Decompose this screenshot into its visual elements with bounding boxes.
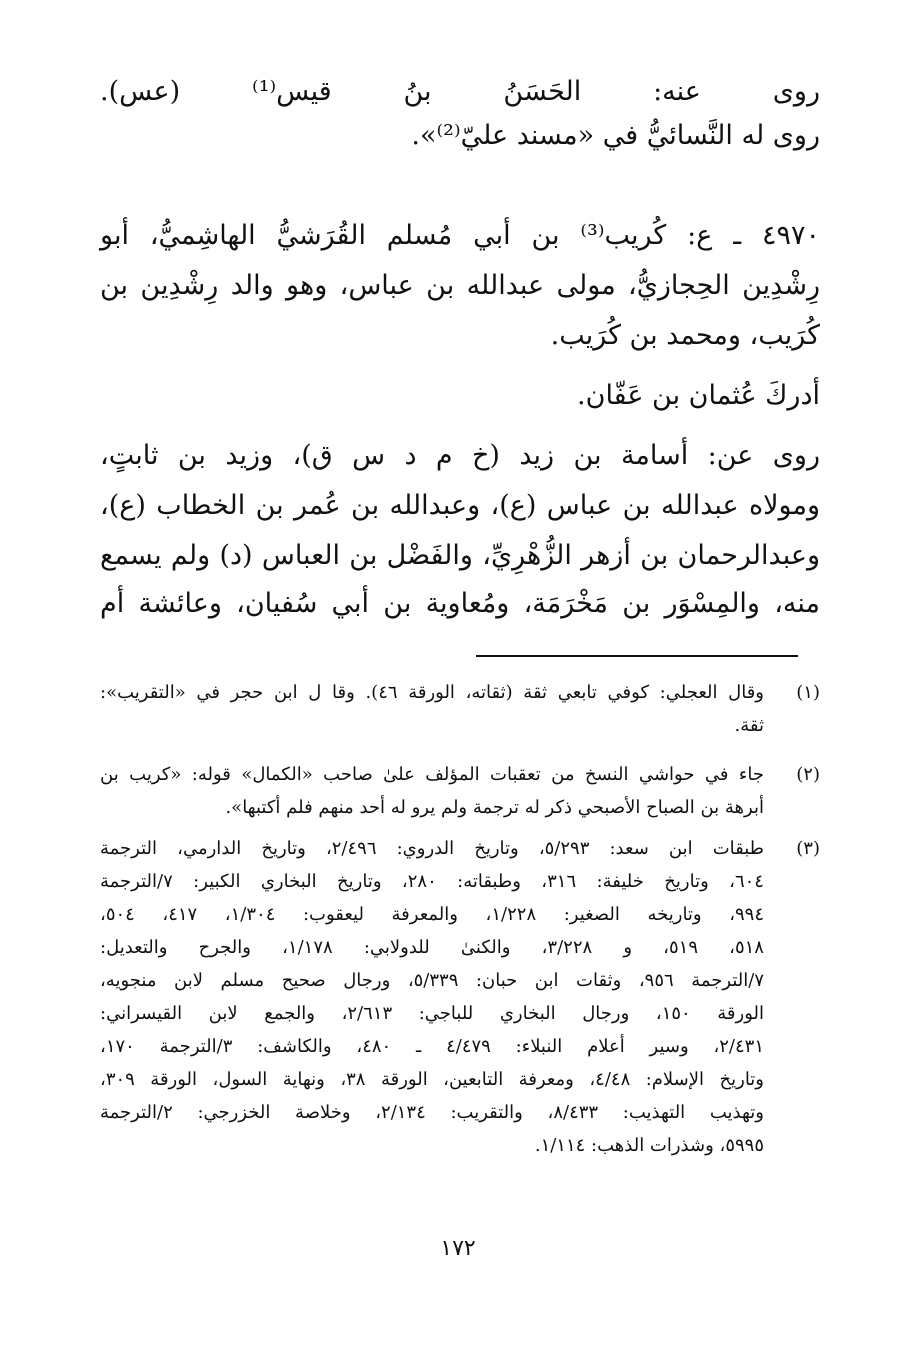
footnote-2	[100, 758, 820, 824]
footnote-line: ٩٩٤، وتاريخه الصغير: ١/٢٢٨، والمعرفة ليعقوب: ١/٣٠٤، ٤١٧، ٥٠٤،	[100, 904, 765, 925]
text-line-riwaya-lahu: روى له النَّسائيُّ في «مسند عليّ⁽²⁾».	[411, 120, 820, 151]
text-line: رِشْدِين الحِجازيُّ، مولى عبدالله بن عباس، وهو والد رِشْدِين بن	[100, 270, 820, 301]
footnote-3	[100, 832, 820, 1162]
footnote-number: (١)	[796, 682, 820, 703]
text-line: ومولاه عبدالله بن عباس (ع)، وعبدالله بن عُمر بن الخطاب (ع)،	[100, 490, 820, 521]
footnote-line: وقال العجلي: كوفي تابعي ثقة (ثقاته، الورقة ٤٦). وقا ل ابن حجر في «التقريب»:	[100, 682, 764, 703]
footnote-separator	[476, 655, 798, 657]
entry-heading-kurayb: ٤٩٧٠ ـ ع: كُريب⁽³⁾ بن أبي مُسلم القُرَشيُّ الهاشِميُّ، أبو	[100, 220, 820, 251]
text-line-adraka: أدركَ عُثمان بن عَفّان.	[577, 380, 820, 411]
footnote-line: وتهذيب التهذيب: ٨/٤٣٣، والتقريب: ٢/١٣٤، وخلاصة الخزرجي: ٢/الترجمة	[100, 1102, 764, 1123]
footnote-line: طبقات ابن سعد: ٥/٢٩٣، وتاريخ الدروي: ٢/٤٩٦، وتاريخ الدارمي، الترجمة	[100, 838, 764, 859]
footnote-line: ٥١٨، ٥١٩، و ٣/٢٢٨، والكنىٰ للدولابي: ١/١٧٨، والجرح والتعديل:	[100, 937, 764, 958]
footnote-number: (٢)	[796, 764, 820, 785]
text-line: كُرَيب، ومحمد بن كُرَيب.	[550, 320, 820, 351]
text-line-riwaya-anhu: روى عنه: الحَسَنُ بنُ قيس⁽¹⁾ (عس).	[100, 76, 820, 107]
footnote-line: ٦٠٤، وتاريخ خليفة: ٣١٦، وطبقاته: ٢٨٠، وتاريخ البخاري الكبير: ٧/الترجمة	[100, 871, 764, 892]
footnote-line: ثقة.	[734, 715, 764, 736]
footnote-1	[100, 676, 820, 742]
footnote-line: جاء في حواشي النسخ من تعقبات المؤلف علىٰ صاحب «الكمال» قوله: «كريب بن	[100, 764, 764, 785]
footnote-number: (٣)	[796, 838, 820, 859]
footnote-line: وتاريخ الإسلام: ٤/٤٨، ومعرفة التابعين، الورقة ٣٨، ونهاية السول، الورقة ٣٠٩،	[100, 1069, 765, 1090]
footnote-line: ٧/الترجمة ٩٥٦، وثقات ابن حبان: ٥/٣٣٩، ورجال صحيح مسلم لابن منجويه،	[100, 970, 764, 991]
footnote-line: ٥٩٩٥، وشذرات الذهب: ١/١١٤.	[534, 1135, 764, 1156]
footnote-line: أبرهة بن الصباح الأصبحي ذكر له ترجمة ولم يرو له أحد منهم فلم أكتبها».	[225, 797, 764, 818]
text-line: منه، والمِسْوَر بن مَخْرَمَة، ومُعاوية بن أبي سُفيان، وعائشة أم	[100, 588, 820, 619]
footnote-line: الورقة ١٥٠، ورجال البخاري للباجي: ٢/٦١٣، والجمع لابن القيسراني:	[100, 1003, 765, 1024]
page-number: ١٧٢	[440, 1236, 476, 1261]
footnote-line: ٢/٤٣١، وسير أعلام النبلاء: ٤/٤٧٩ ـ ٤٨٠، والكاشف: ٣/الترجمة ١٧٠،	[100, 1036, 765, 1057]
text-line: وعبدالرحمان بن أزهر الزُّهْرِيِّ، والفَضْل بن العباس (د) ولم يسمع	[100, 540, 820, 571]
text-line-rawa-an: روى عن: أسامة بن زيد (خ م د س ق)، وزيد بن ثابتٍ،	[100, 440, 820, 471]
